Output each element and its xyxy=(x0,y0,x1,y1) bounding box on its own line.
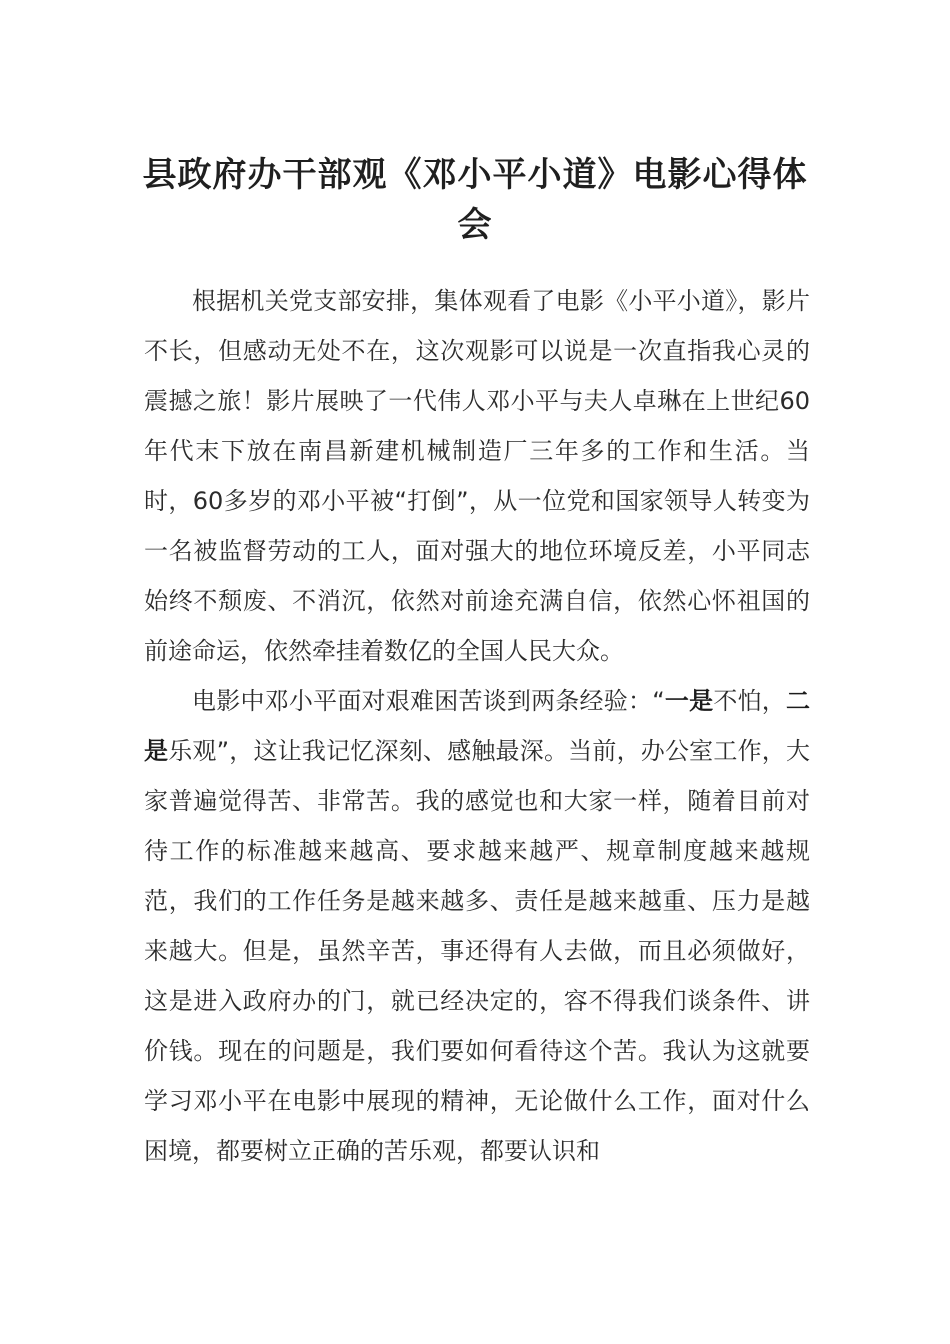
paragraph-1: 根据机关党支部安排，集体观看了电影《小平小道》，影片不长，但感动无处不在，这次观影可以说是一次直指我心灵的震撼之旅！影片展映了一代伟人邓小平与夫人卓琳在上世纪60年代末下放在南昌新建机械制造厂三年多的工作和生活。当时，60多岁的邓小平被“打倒”，从一位党和国家领导人转变为一名被监督劳动的工人，面对强大的地位环境反差，小平同志始终不颓废、不消沉，依然对前途充满自信，依然心怀祖国的前途命运，依然牵挂着数亿的全国人民大众。 xyxy=(144,287,810,665)
emphasis-point-two: 二是 xyxy=(144,687,811,765)
paragraph-2-rest: 乐观”，这让我记忆深刻、感触最深。当前，办公室工作，大家普遍觉得苦、非常苦。我的感觉也和大家一样，随着目前对待工作的标准越来越高、要求越来越严、规章制度越来越规范，我们的工作任务是越来越多、责任是越来越重、压力是越来越大。但是，虽然辛苦，事还得有人去做，而且必须做好，这是进入政府办的门，就已经决定的，容不得我们谈条件、讲价钱。现在的问题是，我们要如何看待这个苦。我认为这就要学习邓小平在电影中展现的精神，无论做什么工作，面对什么困境，都要树立正确的苦乐观，都要认识和 xyxy=(144,737,811,1165)
emphasis-point-one: 一是 xyxy=(664,687,714,715)
paragraph-2-lead: 电影中邓小平面对艰难困苦谈到两条经验：“ xyxy=(192,687,665,715)
document-title: 县政府办干部观《邓小平小道》电影心得体会 xyxy=(142,155,808,245)
document-body xyxy=(144,276,810,1176)
paragraph-2-mid: 不怕， xyxy=(713,687,787,715)
paragraph-2 xyxy=(144,676,810,1176)
